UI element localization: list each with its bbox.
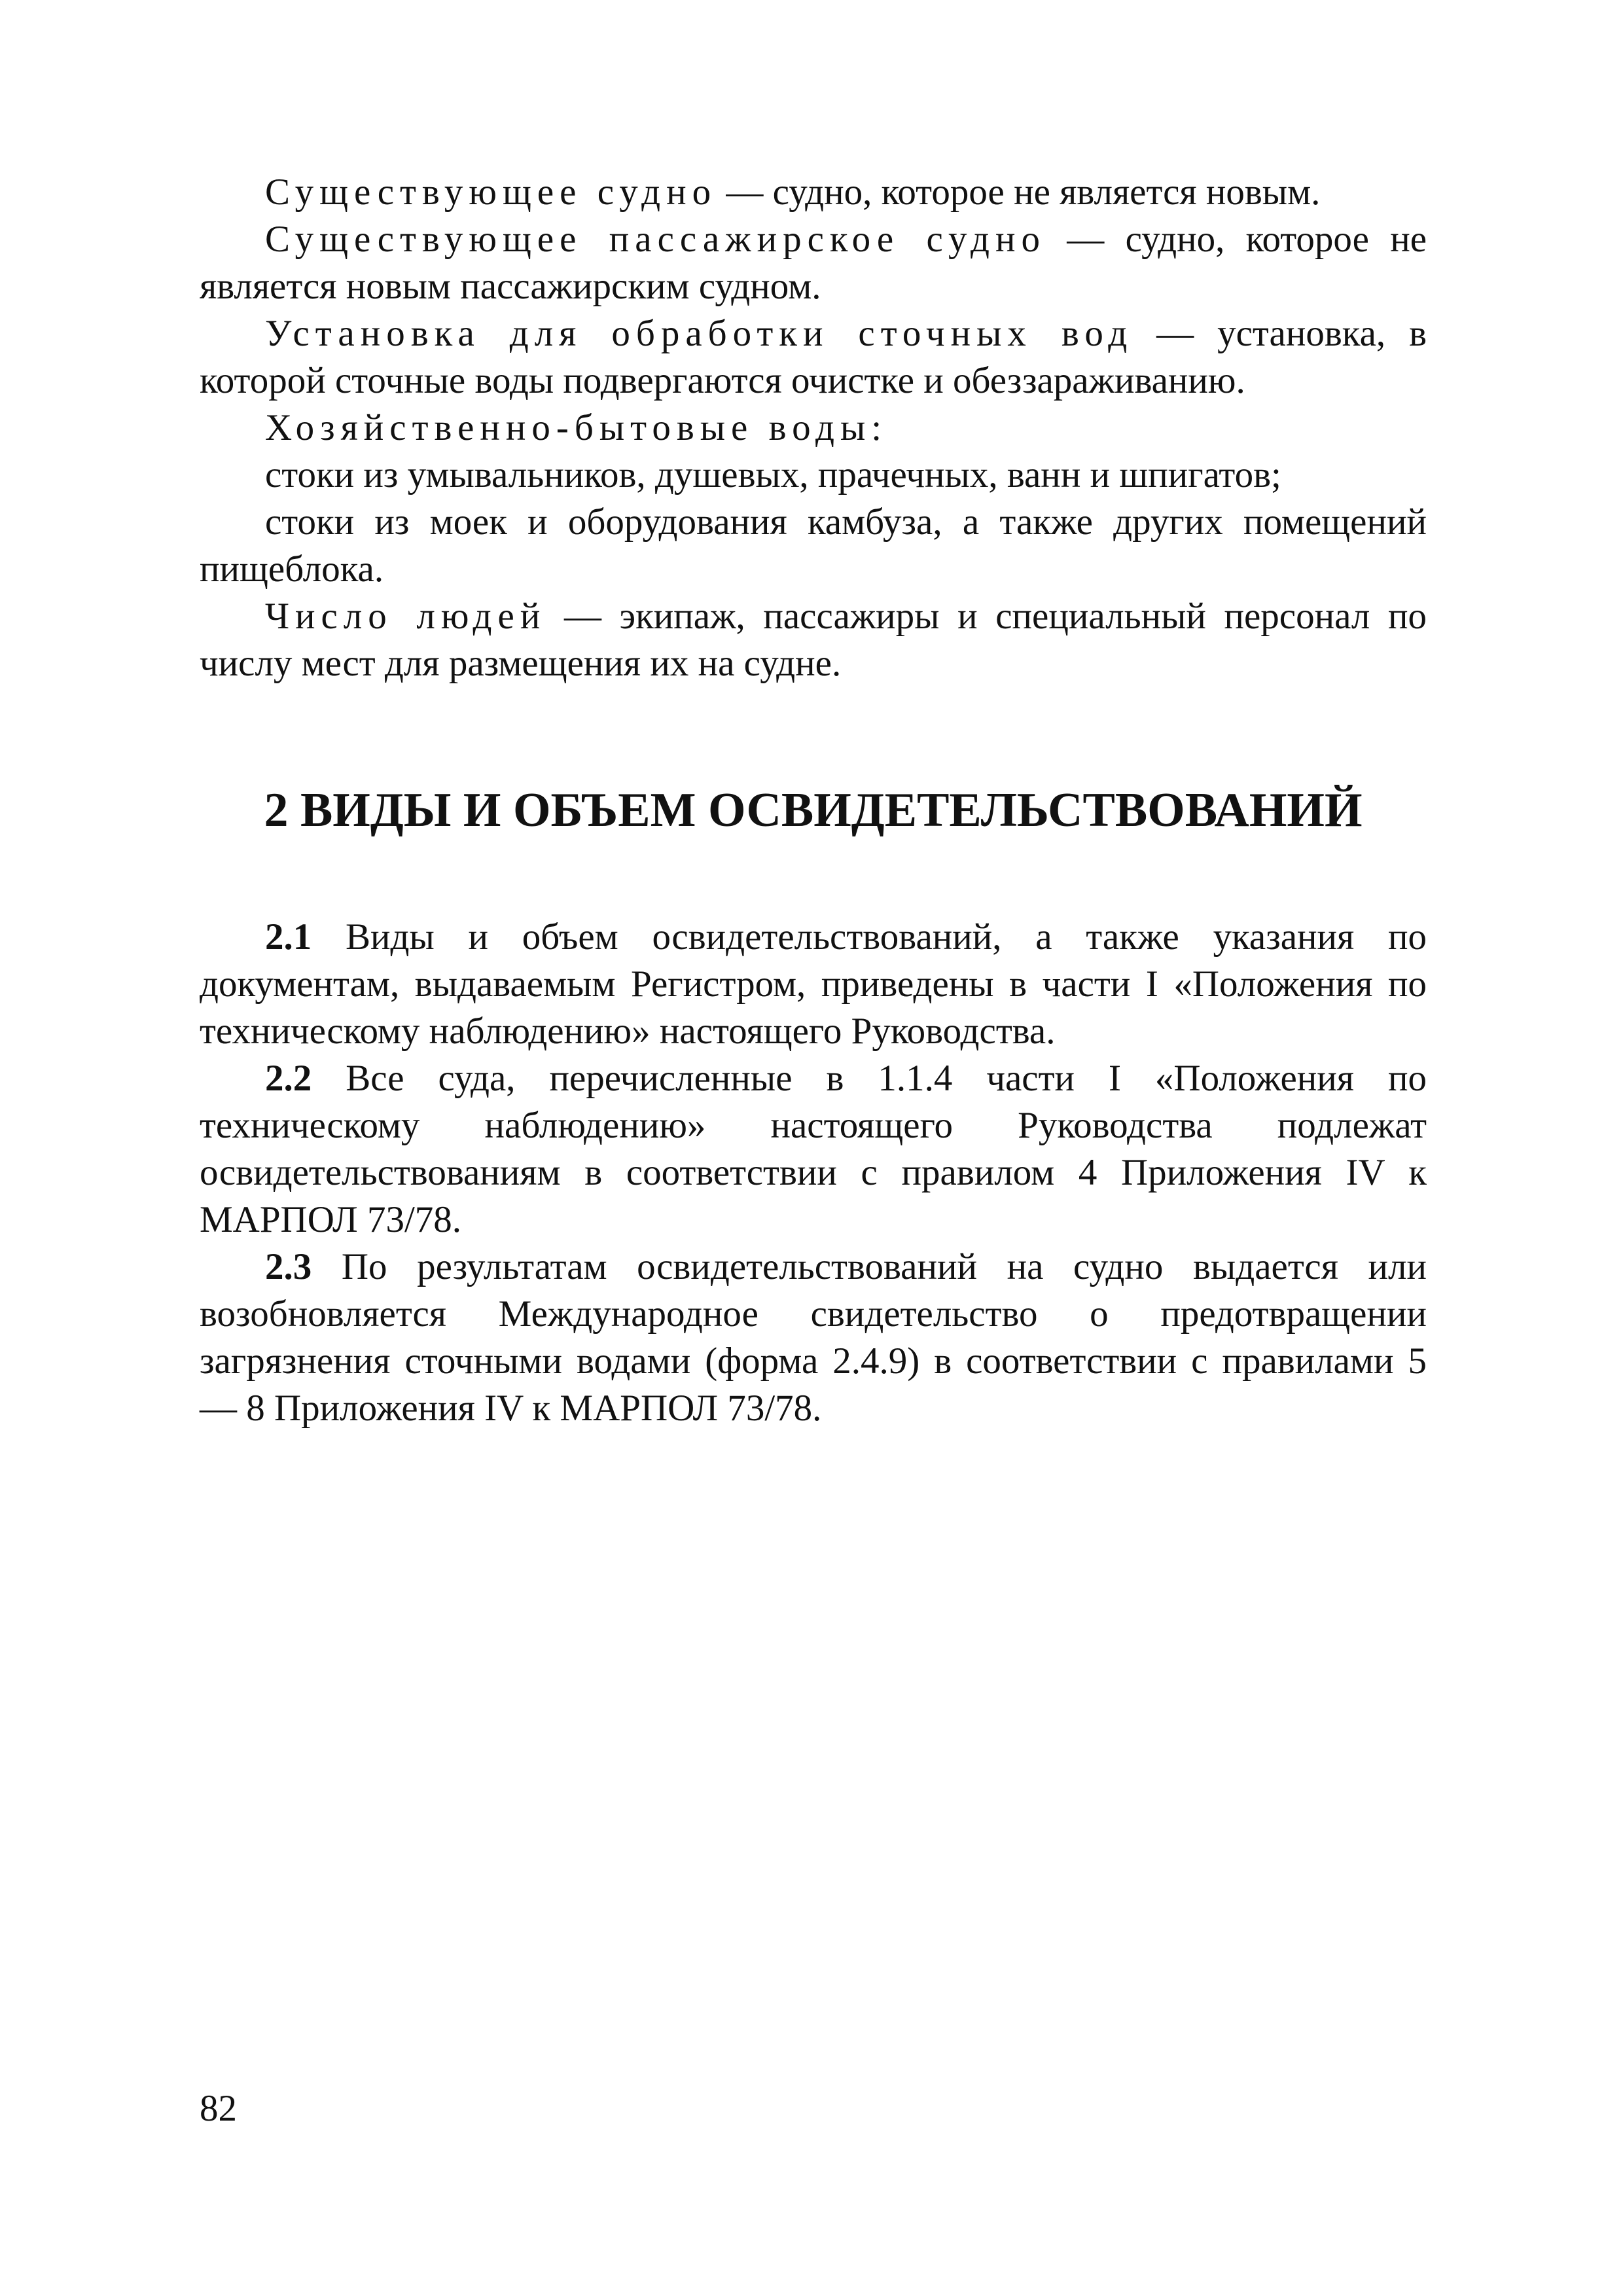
- definition-text: — установка, в которой сточные воды подвергаются очистке и обеззараживанию.: [200, 313, 1427, 401]
- document-page: [200, 169, 1427, 1429]
- clause-text: По результатам освидетельствований на судно выдается или возобновляется Международное свидетельство о предотвращении загрязнения сточными водами (форма 2.4.9) в соответствии с правилами 5 — 8 Приложения IV к МАРПОЛ 73/78.: [200, 1246, 1427, 1429]
- definition-sewage-treatment-plant: [200, 310, 1427, 404]
- clause-number: 2.3: [265, 1246, 312, 1287]
- definition-existing-ship: [200, 169, 1427, 216]
- page-number: 82: [200, 2088, 237, 2129]
- definition-existing-passenger-ship: [200, 216, 1427, 310]
- definition-term: Число людей: [265, 596, 546, 637]
- definition-domestic-wastewater: [200, 404, 1427, 452]
- clause-text: Виды и объем освидетельствований, а также указания по документам, выдаваемым Регистром, приведены в части I «Положения по техническому наблюдению» настоящего Руководства.: [200, 916, 1427, 1052]
- section-body: [200, 914, 1427, 1432]
- wastewater-item: стоки из моек и оборудования камбуза, а также других помещений пищеблока.: [200, 501, 1427, 590]
- clause-text: Все суда, перечисленные в 1.1.4 части I «Положения по техническому наблюдению» настоящего Руководства подлежат освидетельствованиям в соответствии с правилом 4 Приложения IV к МАРПОЛ 73/78.: [200, 1058, 1427, 1240]
- definition-term: Хозяйственно-бытовые воды:: [265, 407, 888, 448]
- wastewater-item: стоки из умывальников, душевых, прачечных, ванн и шпигатов;: [265, 454, 1281, 495]
- definition-term: Установка для обработки сточных вод: [265, 313, 1133, 354]
- section-heading: 2 ВИДЫ И ОБЪЕМ ОСВИДЕТЕЛЬСТВОВАНИЙ: [264, 783, 1363, 837]
- clause: [200, 1244, 1427, 1432]
- definition-text: — экипаж, пассажиры и специальный персонал по числу мест для размещения их на судне.: [200, 596, 1427, 684]
- clause: [200, 1055, 1427, 1244]
- clause-number: 2.2: [265, 1058, 312, 1099]
- definition-text: — судно, которое не является новым.: [717, 171, 1321, 213]
- clause: [200, 914, 1427, 1055]
- definition-term: Существующее судно: [265, 171, 717, 213]
- definition-number-of-persons: [200, 593, 1427, 687]
- definition-term: Существующее пассажирское судно: [265, 219, 1046, 260]
- clause-number: 2.1: [265, 916, 312, 958]
- definition-text: — судно, которое не является новым пассажирским судном.: [200, 219, 1427, 307]
